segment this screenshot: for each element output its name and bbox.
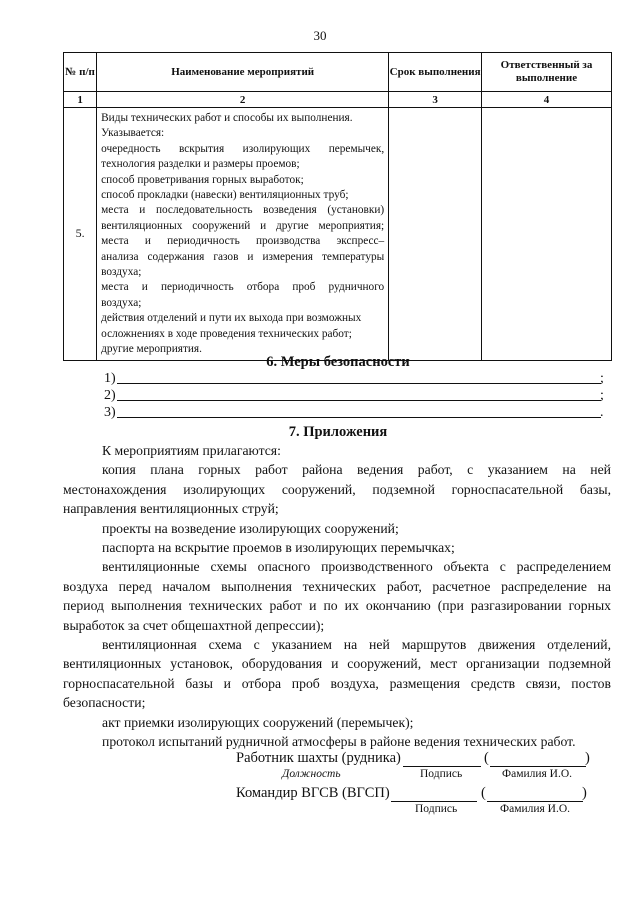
appendix-text-line: безопасности; bbox=[63, 695, 146, 711]
measure-line: воздуха; bbox=[101, 296, 142, 309]
line-terminator: . bbox=[600, 405, 604, 420]
measure-line: Виды технических работ и способы их выполнения. bbox=[101, 112, 353, 124]
page-number: 30 bbox=[313, 28, 327, 43]
position-caption: Должность bbox=[282, 768, 341, 780]
measure-line: вентиляционных сооружений и другие мероприятия; bbox=[101, 219, 385, 232]
header-deadline: Срок выполнения bbox=[389, 53, 482, 92]
appendix-text-line: проекты на возведение изолирующих сооружений; bbox=[102, 520, 399, 536]
appendix-text-line: местонахождения изолирующих сооружений, подземной горноспасательной базы, bbox=[63, 481, 611, 497]
measure-line: другие мероприятия. bbox=[101, 343, 202, 356]
responsible-cell[interactable] bbox=[482, 108, 612, 361]
open-paren: ( bbox=[481, 785, 486, 801]
appendix-text-line: протокол испытаний рудничной атмосферы в районе ведения технических работ. bbox=[102, 734, 576, 750]
measure-line: осложнениях в ходе проведения технических работ; bbox=[101, 327, 352, 340]
safety-measure-number: 3) bbox=[104, 405, 116, 420]
open-paren: ( bbox=[484, 750, 489, 766]
appendix-text-line: вентиляционных установок, оборудования и сооружений, мест организации подземной bbox=[63, 656, 611, 672]
appendix-list bbox=[63, 441, 611, 752]
measure-line: технология разделки и размеры проемов; bbox=[101, 158, 300, 171]
appendix-text-line: горноспасательной базы и отбора проб воздуха, размещения средств связи, постов bbox=[63, 675, 611, 691]
appendix-text-line: направления вентиляционных струй; bbox=[63, 501, 279, 517]
measure-line: места и периодичность производства экспресс– bbox=[101, 235, 385, 248]
close-paren: ) bbox=[582, 785, 587, 801]
measure-line: очередность вскрытия изолирующих перемычек, bbox=[101, 142, 385, 155]
commander-signature-field[interactable] bbox=[391, 801, 477, 802]
table-header-row bbox=[64, 53, 612, 92]
name-caption: Фамилия И.О. bbox=[500, 803, 571, 815]
name-caption: Фамилия И.О. bbox=[502, 768, 573, 780]
signature-caption: Подпись bbox=[415, 803, 458, 815]
column-number-row bbox=[64, 92, 612, 108]
column-number: 4 bbox=[482, 92, 612, 108]
column-number: 3 bbox=[389, 92, 482, 108]
appendix-text-line: вентиляционная схема с указанием на ней маршрутов движения отделений, bbox=[102, 637, 611, 653]
row-number: 5. bbox=[64, 108, 97, 361]
close-paren: ) bbox=[585, 750, 590, 766]
header-number: № п/п bbox=[64, 53, 97, 92]
measures-table bbox=[63, 52, 612, 361]
measure-line: Указывается: bbox=[101, 127, 165, 140]
measures-cell bbox=[97, 108, 389, 361]
measure-line: места и последовательность возведения (установки) bbox=[101, 204, 385, 217]
commander-name-field[interactable] bbox=[487, 801, 583, 802]
section-6-title: 6. Меры безопасности bbox=[266, 354, 410, 370]
appendix-text-line: копия плана горных работ района ведения работ, с указанием на ней bbox=[102, 462, 611, 478]
measure-line: воздуха; bbox=[101, 266, 142, 279]
appendix-text-line: период выполнения технических работ и по их окончанию (при разгазировании горных bbox=[63, 598, 611, 614]
deadline-cell[interactable] bbox=[389, 108, 482, 361]
safety-measure-line-3[interactable] bbox=[104, 405, 604, 421]
line-terminator: ; bbox=[600, 371, 604, 386]
appendix-text-line: вентиляционные схемы опасного производственного объекта с распределением bbox=[102, 559, 611, 575]
appendix-text-line: акт приемки изолирующих сооружений (перемычек); bbox=[102, 714, 414, 730]
appendix-text-line: паспорта на вскрытие проемов в изолирующих перемычках; bbox=[102, 540, 455, 556]
table-row bbox=[64, 108, 612, 361]
appendix-text-line: выработок за счет общешахтной депрессии); bbox=[63, 617, 325, 633]
header-measures: Наименование мероприятий bbox=[97, 53, 389, 92]
appendix-text-line: воздуха перед началом выполнения технических работ, расчетное распределение на bbox=[63, 578, 611, 594]
measure-line: места и периодичность отбора проб рудничного bbox=[101, 281, 385, 294]
line-terminator: ; bbox=[600, 388, 604, 403]
measure-line: анализа содержания газов и измерения температуры bbox=[101, 250, 385, 263]
safety-measure-line-1[interactable] bbox=[104, 371, 604, 387]
header-responsible: Ответственный за выполнение bbox=[482, 53, 612, 92]
worker-signature-field[interactable] bbox=[403, 766, 481, 767]
worker-name-field[interactable] bbox=[490, 766, 586, 767]
safety-measure-number: 1) bbox=[104, 371, 116, 386]
section-7-title: 7. Приложения bbox=[288, 424, 388, 440]
measure-line: способ прокладки (навески) вентиляционных труб; bbox=[101, 189, 349, 202]
safety-measure-line-2[interactable] bbox=[104, 388, 604, 404]
measure-line: действия отделений и пути их выхода при возможных bbox=[101, 312, 362, 325]
column-number: 2 bbox=[97, 92, 389, 108]
measure-line: способ проветривания горных выработок; bbox=[101, 173, 304, 186]
worker-position-label: Работник шахты (рудника) bbox=[236, 750, 401, 766]
column-number: 1 bbox=[64, 92, 97, 108]
commander-label: Командир ВГСВ (ВГСП) bbox=[236, 785, 390, 801]
appendix-intro: К мероприятиям прилагаются: bbox=[102, 443, 281, 458]
safety-measure-number: 2) bbox=[104, 388, 116, 403]
signature-caption: Подпись bbox=[420, 768, 463, 780]
